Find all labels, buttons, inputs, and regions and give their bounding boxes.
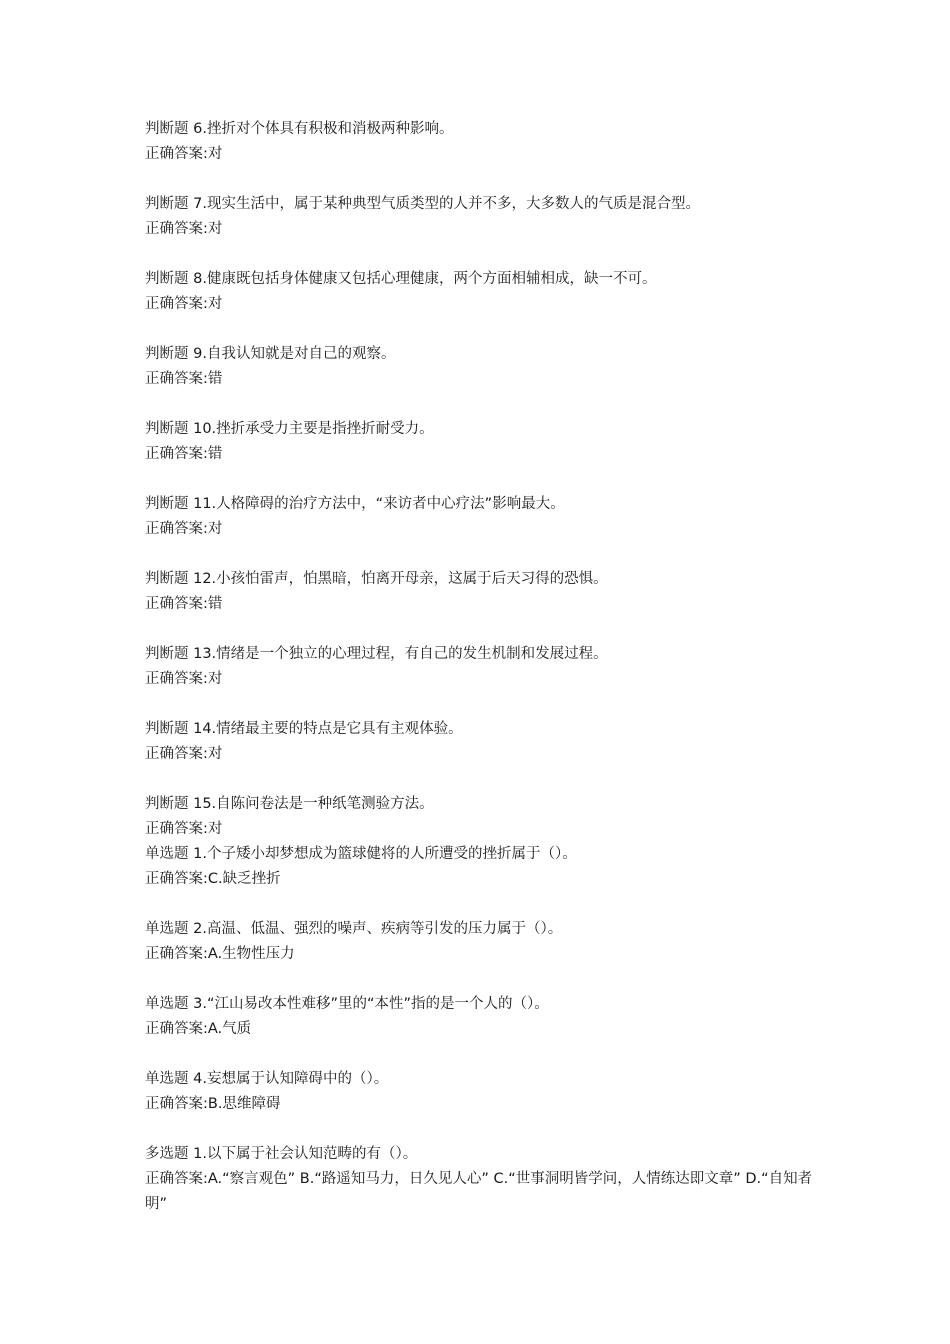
- answer-text: 正确答案:错: [145, 596, 223, 612]
- answer-text: 正确答案:对: [145, 146, 223, 162]
- question-item: [145, 1142, 825, 1217]
- answer-text: 正确答案:A.气质: [145, 1021, 252, 1037]
- question-item: [145, 492, 825, 542]
- question-text: 判断题 11.人格障碍的治疗方法中，“来访者中心疗法”影响最大。: [145, 496, 565, 512]
- question-item: [145, 717, 825, 767]
- answer-text: 正确答案:对: [145, 221, 223, 237]
- answer-text: 正确答案:A.生物性压力: [145, 946, 295, 962]
- question-list: [145, 117, 825, 1217]
- question-text: 多选题 1.以下属于社会认知范畴的有（）。: [145, 1146, 418, 1162]
- answer-text: 正确答案:错: [145, 446, 223, 462]
- question-item: [145, 192, 825, 242]
- question-item: [145, 342, 825, 392]
- question-text: 判断题 7.现实生活中，属于某种典型气质类型的人并不多，大多数人的气质是混合型。: [145, 196, 700, 212]
- question-item: [145, 842, 825, 892]
- question-text: 判断题 6.挫折对个体具有积极和消极两种影响。: [145, 121, 454, 137]
- question-text: 判断题 12.小孩怕雷声，怕黑暗，怕离开母亲，这属于后天习得的恐惧。: [145, 571, 608, 587]
- question-item: [145, 1067, 825, 1117]
- answer-text: 正确答案:对: [145, 296, 223, 312]
- question-item: [145, 917, 825, 967]
- question-item: [145, 117, 825, 167]
- question-item: [145, 992, 825, 1042]
- answer-text: 正确答案:错: [145, 371, 223, 387]
- question-item: [145, 267, 825, 317]
- question-text: 单选题 2.高温、低温、强烈的噪声、疾病等引发的压力属于（）。: [145, 921, 563, 937]
- answer-text: 正确答案:对: [145, 821, 223, 837]
- answer-text: 正确答案:对: [145, 671, 223, 687]
- question-item: [145, 417, 825, 467]
- question-item: [145, 792, 825, 842]
- answer-text: 正确答案:C.缺乏挫折: [145, 871, 281, 887]
- question-text: 判断题 14.情绪最主要的特点是它具有主观体验。: [145, 721, 463, 737]
- question-text: 单选题 3.“江山易改本性难移”里的“本性”指的是一个人的（）。: [145, 996, 549, 1012]
- question-item: [145, 642, 825, 692]
- answer-text: 正确答案:对: [145, 521, 223, 537]
- answer-text: 正确答案:A.“察言观色” B.“路遥知马力，日久见人心” C.“世事洞明皆学问，人情练达即文章” D.“自知者明”: [145, 1171, 813, 1212]
- question-text: 判断题 8.健康既包括身体健康又包括心理健康，两个方面相辅相成，缺一不可。: [145, 271, 657, 287]
- answer-text: 正确答案:B.思维障碍: [145, 1096, 281, 1112]
- answer-text: 正确答案:对: [145, 746, 223, 762]
- question-text: 单选题 4.妄想属于认知障碍中的（）。: [145, 1071, 389, 1087]
- question-text: 判断题 10.挫折承受力主要是指挫折耐受力。: [145, 421, 434, 437]
- question-text: 单选题 1.个子矮小却梦想成为篮球健将的人所遭受的挫折属于（）。: [145, 846, 577, 862]
- question-text: 判断题 9.自我认知就是对自己的观察。: [145, 346, 396, 362]
- question-item: [145, 567, 825, 617]
- question-text: 判断题 13.情绪是一个独立的心理过程，有自己的发生机制和发展过程。: [145, 646, 608, 662]
- question-text: 判断题 15.自陈问卷法是一种纸笔测验方法。: [145, 796, 434, 812]
